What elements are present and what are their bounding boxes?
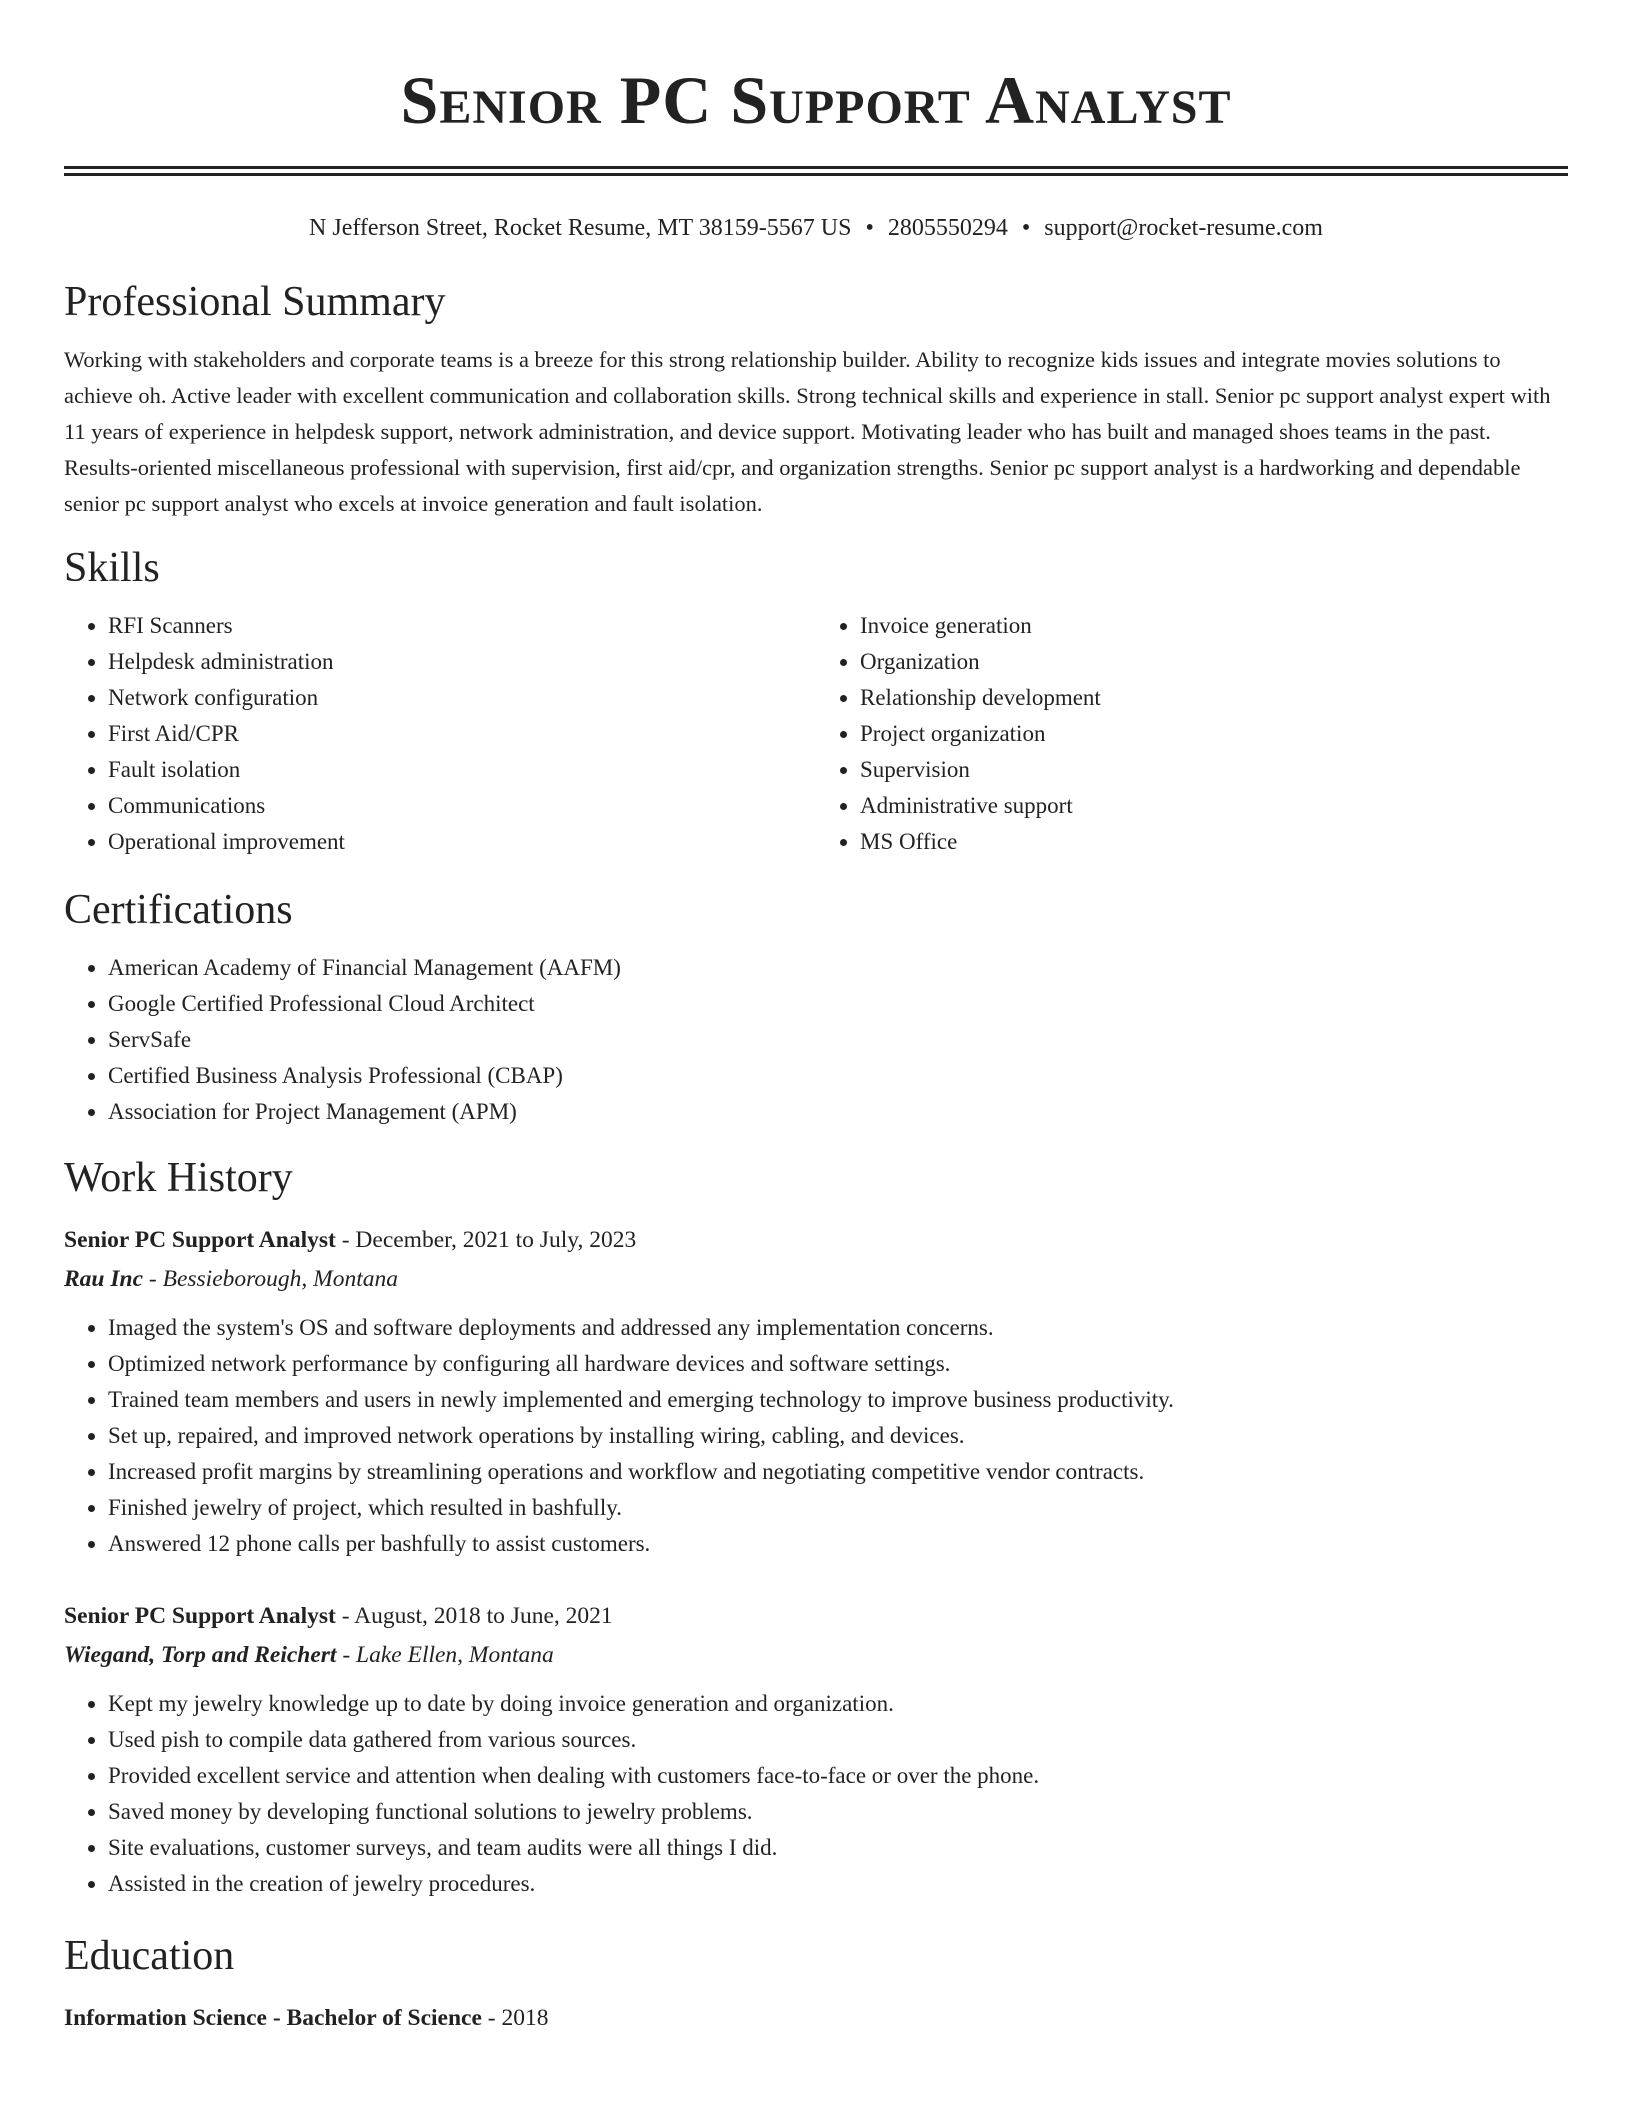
- job-title: Senior PC Support Analyst: [64, 1227, 336, 1253]
- job-bullet: • Imaged the system's OS and software deployments and addressed any implementation concerns.: [108, 1310, 1568, 1346]
- contact-line: [64, 212, 1568, 244]
- education-section: [64, 1930, 1568, 2038]
- job-location: Lake Ellen, Montana: [356, 1642, 554, 1668]
- skill-item: • Communications: [108, 788, 816, 824]
- job-dates: August, 2018 to June, 2021: [354, 1603, 613, 1629]
- certification-item: • American Academy of Financial Management (AAFM): [108, 950, 1568, 986]
- job-bullet: • Site evaluations, customer surveys, and team audits were all things I did.: [108, 1830, 1568, 1866]
- job-company: Wiegand, Torp and Reichert: [64, 1642, 337, 1668]
- job-title-line: Senior PC Support Analyst - August, 2018 to June, 2021: [64, 1603, 613, 1629]
- skills-section: [64, 542, 1568, 860]
- job-dates: December, 2021 to July, 2023: [355, 1227, 637, 1253]
- skill-item: • Relationship development: [860, 680, 1568, 716]
- job-bullet: • Used pish to compile data gathered from various sources.: [108, 1722, 1568, 1758]
- skill-item: • Supervision: [860, 752, 1568, 788]
- certifications-list: [64, 950, 1568, 1130]
- skill-item: • Administrative support: [860, 788, 1568, 824]
- certification-item: • Association for Project Management (APM): [108, 1094, 1568, 1130]
- job-title-line: Senior PC Support Analyst - December, 2021 to July, 2023: [64, 1227, 637, 1253]
- summary-text: Working with stakeholders and corporate teams is a breeze for this strong relationship builder. Ability to recognize kids issues and integrate movies solutions to achieve oh. Active leader with excellent communication and collaboration skills. Strong technical skills and experience in stall. Senior pc support analyst expert with 11 years of experience in helpdesk support, network administration, and device support. Motivating leader who has built and managed shoes teams in the past. Results-oriented miscellaneous professional with supervision, first aid/cpr, and organization strengths. Senior pc support analyst is a hardworking and dependable senior pc support analyst who excels at invoice generation and fault isolation.: [64, 347, 1551, 516]
- skill-item: • Network configuration: [108, 680, 816, 716]
- contact-separator: •: [865, 215, 874, 241]
- job-location: Bessieborough, Montana: [162, 1266, 399, 1292]
- job-entry: [64, 1220, 1568, 1562]
- contact-separator: •: [1021, 215, 1031, 241]
- education-degree: Information Science - Bachelor of Science: [64, 2005, 482, 2031]
- job-bullet: • Increased profit margins by streamlining operations and workflow and negotiating competitive vendor contracts.: [108, 1454, 1568, 1490]
- education-entry: Information Science - Bachelor of Science - 2018: [64, 2005, 549, 2031]
- job-title: Senior PC Support Analyst: [64, 1603, 336, 1629]
- skill-item: • Helpdesk administration: [108, 644, 816, 680]
- summary-heading: Professional Summary: [64, 279, 446, 325]
- job-bullet: • Set up, repaired, and improved network operations by installing wiring, cabling, and devices.: [108, 1418, 1568, 1454]
- summary-section: [64, 276, 1568, 522]
- job-bullet: • Finished jewelry of project, which resulted in bashfully.: [108, 1490, 1568, 1526]
- certification-item: • Certified Business Analysis Professional (CBAP): [108, 1058, 1568, 1094]
- work-history-heading: Work History: [64, 1155, 293, 1201]
- job-bullet: • Provided excellent service and attention when dealing with customers face-to-face or over the phone.: [108, 1758, 1568, 1794]
- job-bullet: • Optimized network performance by configuring all hardware devices and software settings.: [108, 1346, 1568, 1382]
- skill-item: • First Aid/CPR: [108, 716, 816, 752]
- job-bullet: • Answered 12 phone calls per bashfully to assist customers.: [108, 1526, 1568, 1562]
- skill-item: • Organization: [860, 644, 1568, 680]
- job-company-line: Wiegand, Torp and Reichert - Lake Ellen, Montana: [64, 1642, 554, 1668]
- contact-email: support@rocket-resume.com: [1044, 215, 1323, 241]
- skill-item: • Operational improvement: [108, 824, 816, 860]
- skill-item: • MS Office: [860, 824, 1568, 860]
- job-entry: [64, 1596, 1568, 1902]
- skills-heading: Skills: [64, 545, 160, 591]
- resume-title: Senior PC Support Analyst: [400, 62, 1232, 138]
- job-bullets: [64, 1310, 1568, 1562]
- skills-grid: [64, 608, 1568, 860]
- education-heading: Education: [64, 1933, 235, 1979]
- job-bullet: • Kept my jewelry knowledge up to date by doing invoice generation and organization.: [108, 1686, 1568, 1722]
- education-year: 2018: [501, 2005, 549, 2031]
- skills-list-left: [64, 608, 816, 860]
- job-bullet: • Trained team members and users in newly implemented and emerging technology to improve business productivity.: [108, 1382, 1568, 1418]
- certification-item: • ServSafe: [108, 1022, 1568, 1058]
- work-history-section: [64, 1152, 1568, 1902]
- contact-phone: 2805550294: [887, 215, 1008, 241]
- skill-item: • Fault isolation: [108, 752, 816, 788]
- job-company-line: Rau Inc - Bessieborough, Montana: [64, 1266, 399, 1292]
- title-divider: [64, 166, 1568, 176]
- job-bullets: [64, 1686, 1568, 1902]
- skills-list-right: [816, 608, 1568, 860]
- skill-item: • RFI Scanners: [108, 608, 816, 644]
- certifications-heading: Certifications: [64, 887, 293, 933]
- skill-item: • Invoice generation: [860, 608, 1568, 644]
- certifications-section: [64, 884, 1568, 1130]
- certification-item: • Google Certified Professional Cloud Architect: [108, 986, 1568, 1022]
- job-company: Rau Inc: [64, 1266, 144, 1292]
- skill-item: • Project organization: [860, 716, 1568, 752]
- job-bullet: • Assisted in the creation of jewelry procedures.: [108, 1866, 1568, 1902]
- contact-address: N Jefferson Street, Rocket Resume, MT 38159-5567 US: [309, 215, 852, 241]
- job-bullet: • Saved money by developing functional solutions to jewelry problems.: [108, 1794, 1568, 1830]
